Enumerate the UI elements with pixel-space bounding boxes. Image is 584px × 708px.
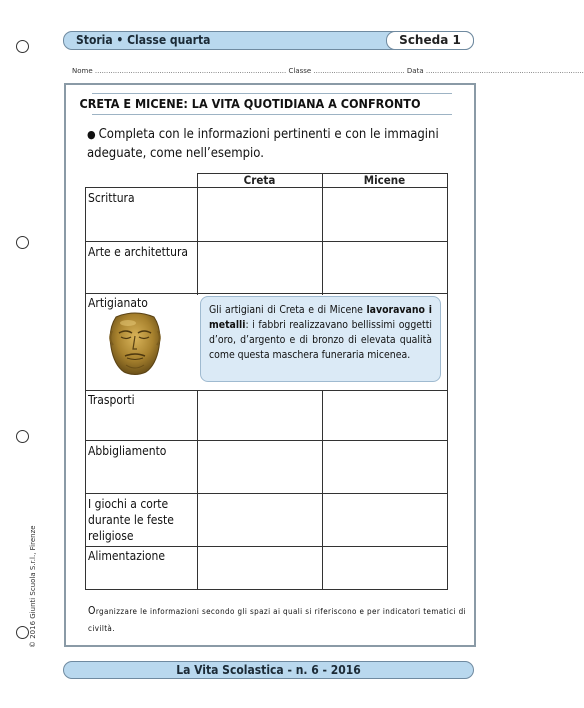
binder-hole — [16, 430, 29, 443]
instruction — [87, 125, 467, 163]
footer-bar: La Vita Scolastica - n. 6 - 2016 — [63, 661, 474, 679]
row-label-artigianato: Artigianato — [88, 296, 148, 310]
example-text-bold: lavoravano i metalli — [209, 304, 432, 331]
name-label: Nome — [72, 67, 93, 75]
sheet-tab: Scheda 1 — [386, 31, 474, 50]
example-info-box — [200, 296, 441, 382]
row-label-arte: Arte e architettura — [88, 245, 188, 259]
copyright-notice: © 2016 Giunti Scuola S.r.l., Firenze — [29, 525, 37, 648]
subject-label: Storia • Classe quarta — [76, 33, 211, 47]
bullet-icon: ● — [87, 128, 96, 141]
row-label-trasporti: Trasporti — [88, 393, 135, 407]
class-label: Classe — [288, 67, 312, 75]
date-label: Data — [406, 67, 424, 75]
row-label-alimentazione: Alimentazione — [88, 549, 165, 563]
title-rule-top — [92, 93, 452, 94]
class-field[interactable]: ......................................... — [313, 67, 405, 75]
gold-mask-image — [106, 309, 164, 377]
column-header-micene: Micene — [363, 173, 406, 187]
footnote-text: rganizzare le informazioni secondo gli spazi ai quali si riferiscono e per indicatori tematici di civiltà. — [88, 607, 466, 633]
date-field[interactable]: ....................................................................... — [425, 67, 584, 75]
instruction-text: Completa con le informazioni pertinenti e con le immagini adeguate, come nell’esempio. — [87, 127, 439, 161]
title-rule-bottom — [92, 114, 452, 115]
footnote — [88, 603, 468, 637]
binder-hole — [16, 626, 29, 639]
example-text-end: : i fabbri realizzavano bellissimi oggetti d’oro, d’argento e di bronzo di elevata qualità come questa maschera funeraria micenea. — [209, 319, 432, 361]
row-label-abbigliamento: Abbigliamento — [88, 444, 167, 458]
student-fields — [72, 67, 584, 75]
binder-hole — [16, 236, 29, 249]
worksheet-title: CRETA E MICENE: LA VITA QUOTIDIANA A CONFRONTO — [79, 96, 421, 111]
binder-hole — [16, 40, 29, 53]
header-bar — [63, 31, 474, 50]
row-label-scrittura: Scrittura — [88, 191, 135, 205]
footnote-initial: O — [88, 605, 96, 617]
row-label-giochi: I giochi a corte durante le feste religiose — [88, 497, 174, 543]
column-header-creta: Creta — [243, 173, 276, 187]
example-text-start: Gli artigiani di Creta e di Micene — [209, 304, 367, 316]
name-field[interactable]: ...................................................................................... — [94, 67, 287, 75]
